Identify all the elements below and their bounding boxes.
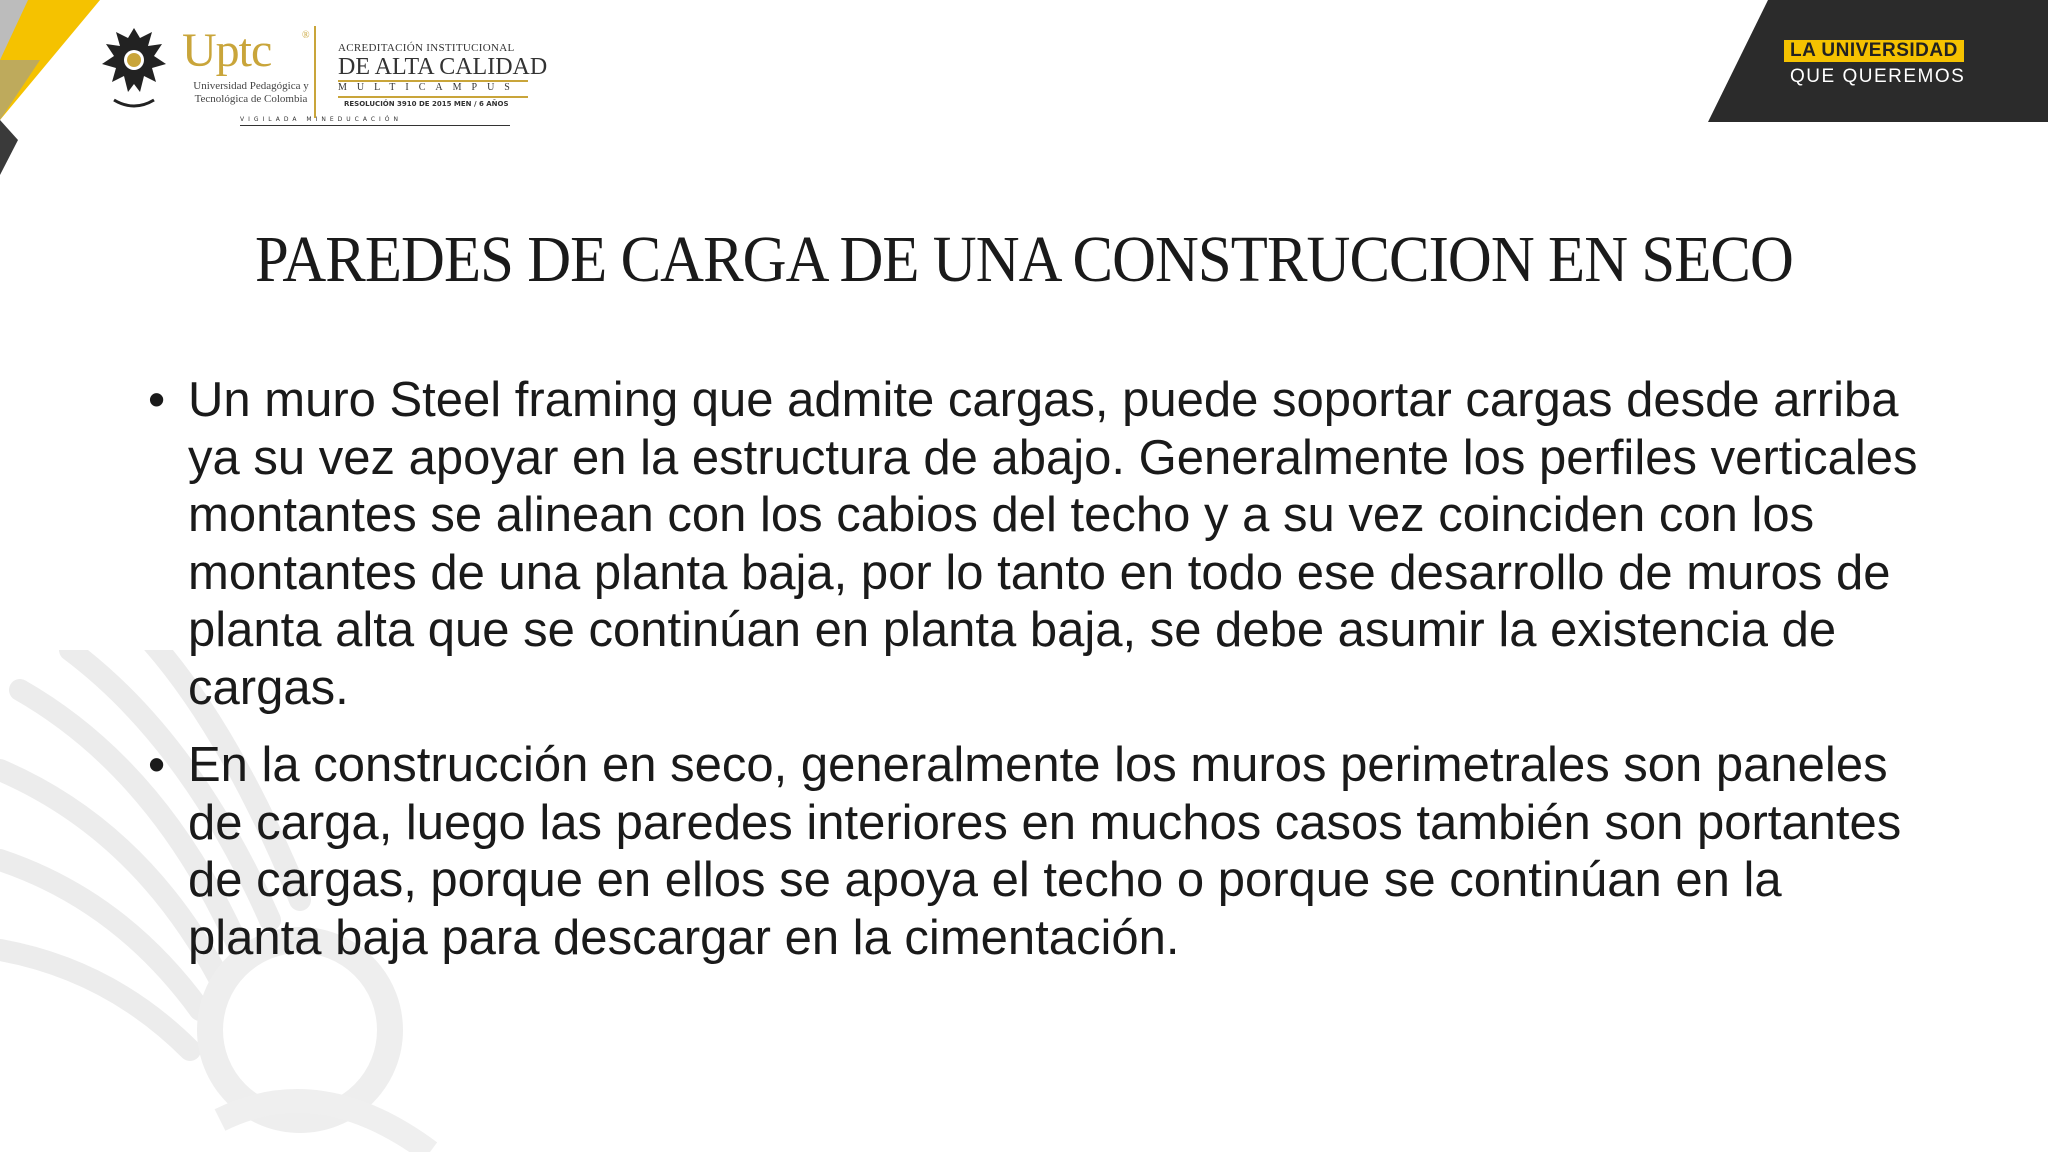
- corner-decoration: [0, 0, 110, 180]
- slogan-line-1: LA UNIVERSIDAD: [1784, 40, 1964, 62]
- university-logo: [100, 20, 548, 132]
- accreditation-title: DE ALTA CALIDAD: [338, 54, 548, 80]
- bullet-item: [140, 737, 1920, 967]
- bullet-list: [140, 372, 1920, 987]
- bullet-text: Un muro Steel framing que admite cargas, puede soportar cargas desde arriba ya su vez apoyar en la estructura de abajo. Generalmente los perfiles verticales montantes se alinean con los cabios del techo y a su vez coinciden con los montantes de una planta baja, por lo tanto en todo ese desarrollo de muros de planta alta que se continúan en planta baja, se debe asumir la existencia de cargas.: [188, 373, 1918, 715]
- vigilada-label: VIGILADA MINEDUCACIÓN: [240, 116, 510, 126]
- slogan-banner: [1708, 0, 2048, 122]
- accreditation-label: ACREDITACIÓN INSTITUCIONAL: [338, 42, 515, 54]
- registered-mark: ®: [302, 30, 310, 41]
- university-name: Universidad Pedagógica y Tecnológica de Colombia: [193, 80, 309, 105]
- coat-of-arms-icon: [100, 22, 168, 114]
- brand-wordmark: Uptc: [182, 24, 272, 77]
- bullet-text: En la construcción en seco, generalmente los muros perimetrales son paneles de carga, luego las paredes interiores en muchos casos también son portantes de cargas, porque en ellos se apoya el techo o porque se continúan en la planta baja para descargar en la cimentación.: [188, 738, 1902, 965]
- logo-divider: [314, 26, 316, 118]
- slide-title: PAREDES DE CARGA DE UNA CONSTRUCCION EN SECO: [255, 223, 1793, 296]
- slogan-line-2: QUE QUEREMOS: [1790, 66, 1966, 87]
- bullet-dot: •: [148, 738, 166, 792]
- bullet-item: [140, 372, 1920, 717]
- bullet-dot: •: [148, 373, 166, 427]
- resolution-label: RESOLUCIÓN 3910 DE 2015 MEN / 6 AÑOS: [344, 100, 509, 108]
- multicampus-rule: [338, 96, 528, 98]
- multicampus-label: MULTICAMPUS: [338, 82, 520, 93]
